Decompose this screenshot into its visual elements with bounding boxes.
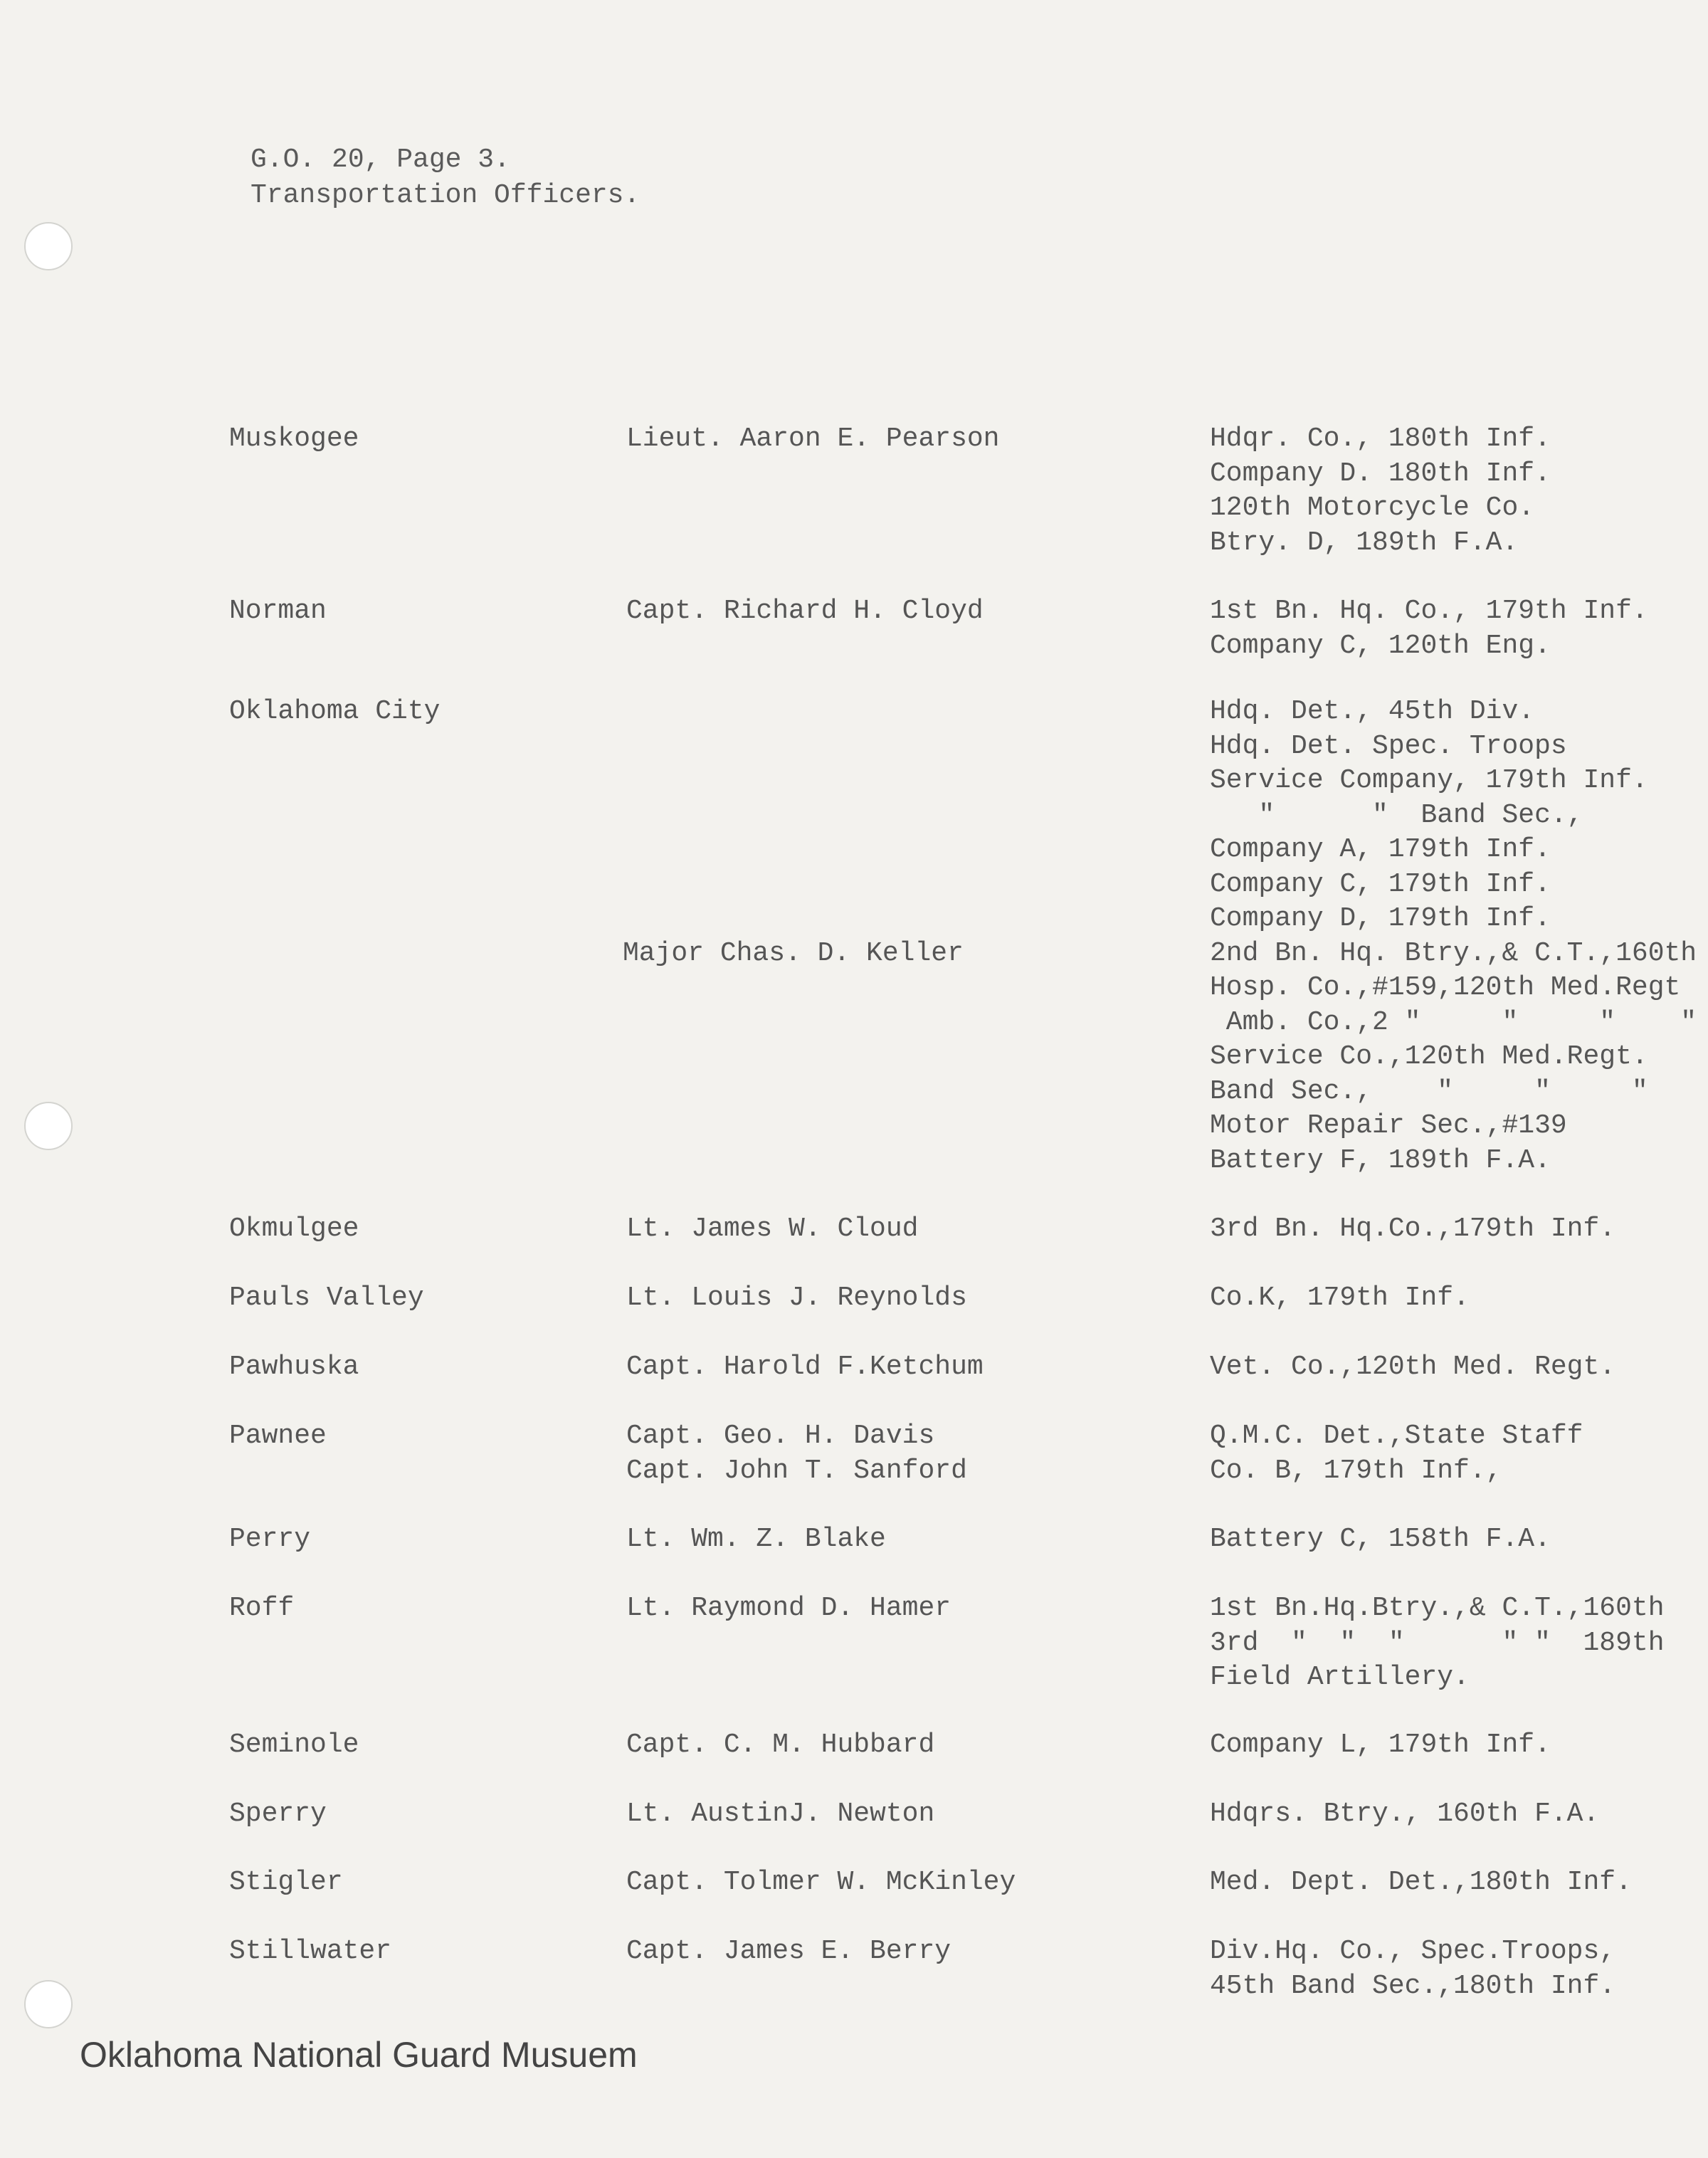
officer-list — [626, 1522, 886, 1557]
city-name: Pawhuska — [229, 1352, 359, 1382]
unit-name: Service Company, 179th Inf. — [1210, 765, 1648, 796]
unit-name: Amb. Co.,2 " " " " — [1210, 1006, 1697, 1038]
unit-name: Company C, 120th Eng. — [1210, 630, 1551, 661]
city-name: Oklahoma City — [229, 696, 441, 727]
unit-name: Company L, 179th Inf. — [1210, 1730, 1551, 1760]
document-title: Transportation Officers. — [251, 180, 640, 211]
unit-name: Field Artillery. — [1210, 1662, 1470, 1693]
officer-name: Capt. Harold F.Ketchum — [626, 1352, 984, 1382]
officer-list — [626, 422, 1000, 457]
city-name: Roff — [229, 1593, 295, 1623]
unit-list — [1210, 1522, 1551, 1557]
unit-name: " " Band Sec., — [1210, 799, 1583, 831]
unit-name: 3rd " " " " " 189th — [1210, 1627, 1665, 1658]
officer-name: Capt. Geo. H. Davis — [626, 1421, 935, 1451]
unit-name: Battery F, 189th F.A. — [1210, 1144, 1551, 1176]
officer-list — [626, 594, 984, 629]
city-name: Pauls Valley — [229, 1283, 424, 1313]
officer-name: Lt. James W. Cloud — [626, 1214, 919, 1244]
unit-name: Hdqr. Co., 180th Inf. — [1210, 423, 1551, 454]
unit-name: 3rd Bn. Hq.Co.,179th Inf. — [1210, 1214, 1616, 1244]
punch-hole — [24, 1980, 73, 2028]
unit-list — [1210, 1350, 1615, 1385]
unit-name: 2nd Bn. Hq. Btry.,& C.T.,160th — [1210, 937, 1697, 969]
officer-name: Capt. C. M. Hubbard — [626, 1730, 935, 1760]
unit-name: 1st Bn. Hq. Co., 179th Inf. — [1210, 596, 1648, 626]
unit-list — [1210, 1728, 1551, 1763]
unit-name: 45th Band Sec.,180th Inf. — [1210, 1970, 1616, 2001]
unit-name: Co. B, 179th Inf., — [1210, 1455, 1502, 1486]
museum-credit: Oklahoma National Guard Musuem — [80, 2035, 638, 2075]
officer-list — [626, 1212, 918, 1247]
unit-name: Hosp. Co.,#159,120th Med.Regt — [1210, 972, 1681, 1003]
unit-list — [1210, 1281, 1470, 1316]
unit-name: Band Sec., " " " — [1210, 1075, 1648, 1107]
city-name: Sperry — [229, 1799, 327, 1829]
officer-list — [626, 1350, 984, 1385]
officer-name: Lt. AustinJ. Newton — [626, 1799, 935, 1829]
city-name: Stigler — [229, 1867, 343, 1898]
unit-list — [1210, 594, 1648, 663]
unit-name: Motor Repair Sec.,#139 — [1210, 1110, 1567, 1141]
officer-name: Major Chas. D. Keller — [623, 938, 964, 969]
city-name: Perry — [229, 1524, 311, 1554]
unit-name: Btry. D, 189th F.A. — [1210, 527, 1519, 558]
unit-name: Med. Dept. Det.,180th Inf. — [1210, 1867, 1632, 1898]
unit-name: Co.K, 179th Inf. — [1210, 1283, 1470, 1313]
unit-list — [1210, 1865, 1632, 1900]
document-header — [251, 142, 640, 214]
unit-name: Company D. 180th Inf. — [1210, 458, 1551, 489]
order-reference: G.O. 20, Page 3. — [251, 144, 510, 175]
officer-name: Lt. Raymond D. Hamer — [626, 1593, 951, 1623]
unit-list — [1210, 1419, 1583, 1488]
unit-name: Vet. Co.,120th Med. Regt. — [1210, 1352, 1616, 1382]
unit-name: Battery C, 158th F.A. — [1210, 1524, 1551, 1554]
officer-name: Capt. James E. Berry — [626, 1936, 951, 1967]
unit-name: Div.Hq. Co., Spec.Troops, — [1210, 1936, 1616, 1967]
unit-list — [1210, 695, 1697, 1178]
unit-name: Hdq. Det. Spec. Troops — [1210, 730, 1567, 762]
unit-name: Company D, 179th Inf. — [1210, 903, 1551, 934]
officer-name: Capt. Tolmer W. McKinley — [626, 1867, 1016, 1898]
city-name: Okmulgee — [229, 1214, 359, 1244]
unit-name: Q.M.C. Det.,State Staff — [1210, 1421, 1583, 1451]
officer-list — [626, 1935, 951, 1969]
city-name: Seminole — [229, 1730, 359, 1760]
unit-name: Service Co.,120th Med.Regt. — [1210, 1041, 1648, 1072]
unit-list — [1210, 1797, 1599, 1832]
officer-list — [626, 1865, 1016, 1900]
punch-hole — [24, 222, 73, 270]
officer-list — [626, 1728, 934, 1763]
unit-list — [1210, 1935, 1615, 2004]
officer-name: Lt. Louis J. Reynolds — [626, 1283, 967, 1313]
officer-name: Lieut. Aaron E. Pearson — [626, 423, 1000, 454]
unit-list — [1210, 422, 1551, 560]
unit-name: Company A, 179th Inf. — [1210, 834, 1551, 865]
unit-name: Hdq. Det., 45th Div. — [1210, 696, 1535, 727]
punch-hole — [24, 1102, 73, 1150]
city-name: Pawnee — [229, 1421, 327, 1451]
city-name: Muskogee — [229, 423, 359, 454]
officer-list — [626, 1419, 967, 1488]
unit-name: Company C, 179th Inf. — [1210, 868, 1551, 900]
officer-list — [626, 1591, 951, 1626]
officer-name: Capt. Richard H. Cloyd — [626, 596, 984, 626]
officer-name: Lt. Wm. Z. Blake — [626, 1524, 886, 1554]
unit-list — [1210, 1591, 1665, 1695]
city-name: Norman — [229, 596, 327, 626]
unit-name: 120th Motorcycle Co. — [1210, 493, 1535, 523]
unit-name: Hdqrs. Btry., 160th F.A. — [1210, 1799, 1600, 1829]
officer-name: Capt. John T. Sanford — [626, 1455, 967, 1486]
officer-list — [626, 1281, 967, 1316]
unit-list — [1210, 1212, 1615, 1247]
officer-list — [626, 1797, 934, 1832]
city-name: Stillwater — [229, 1936, 392, 1967]
unit-name: 1st Bn.Hq.Btry.,& C.T.,160th — [1210, 1593, 1665, 1623]
